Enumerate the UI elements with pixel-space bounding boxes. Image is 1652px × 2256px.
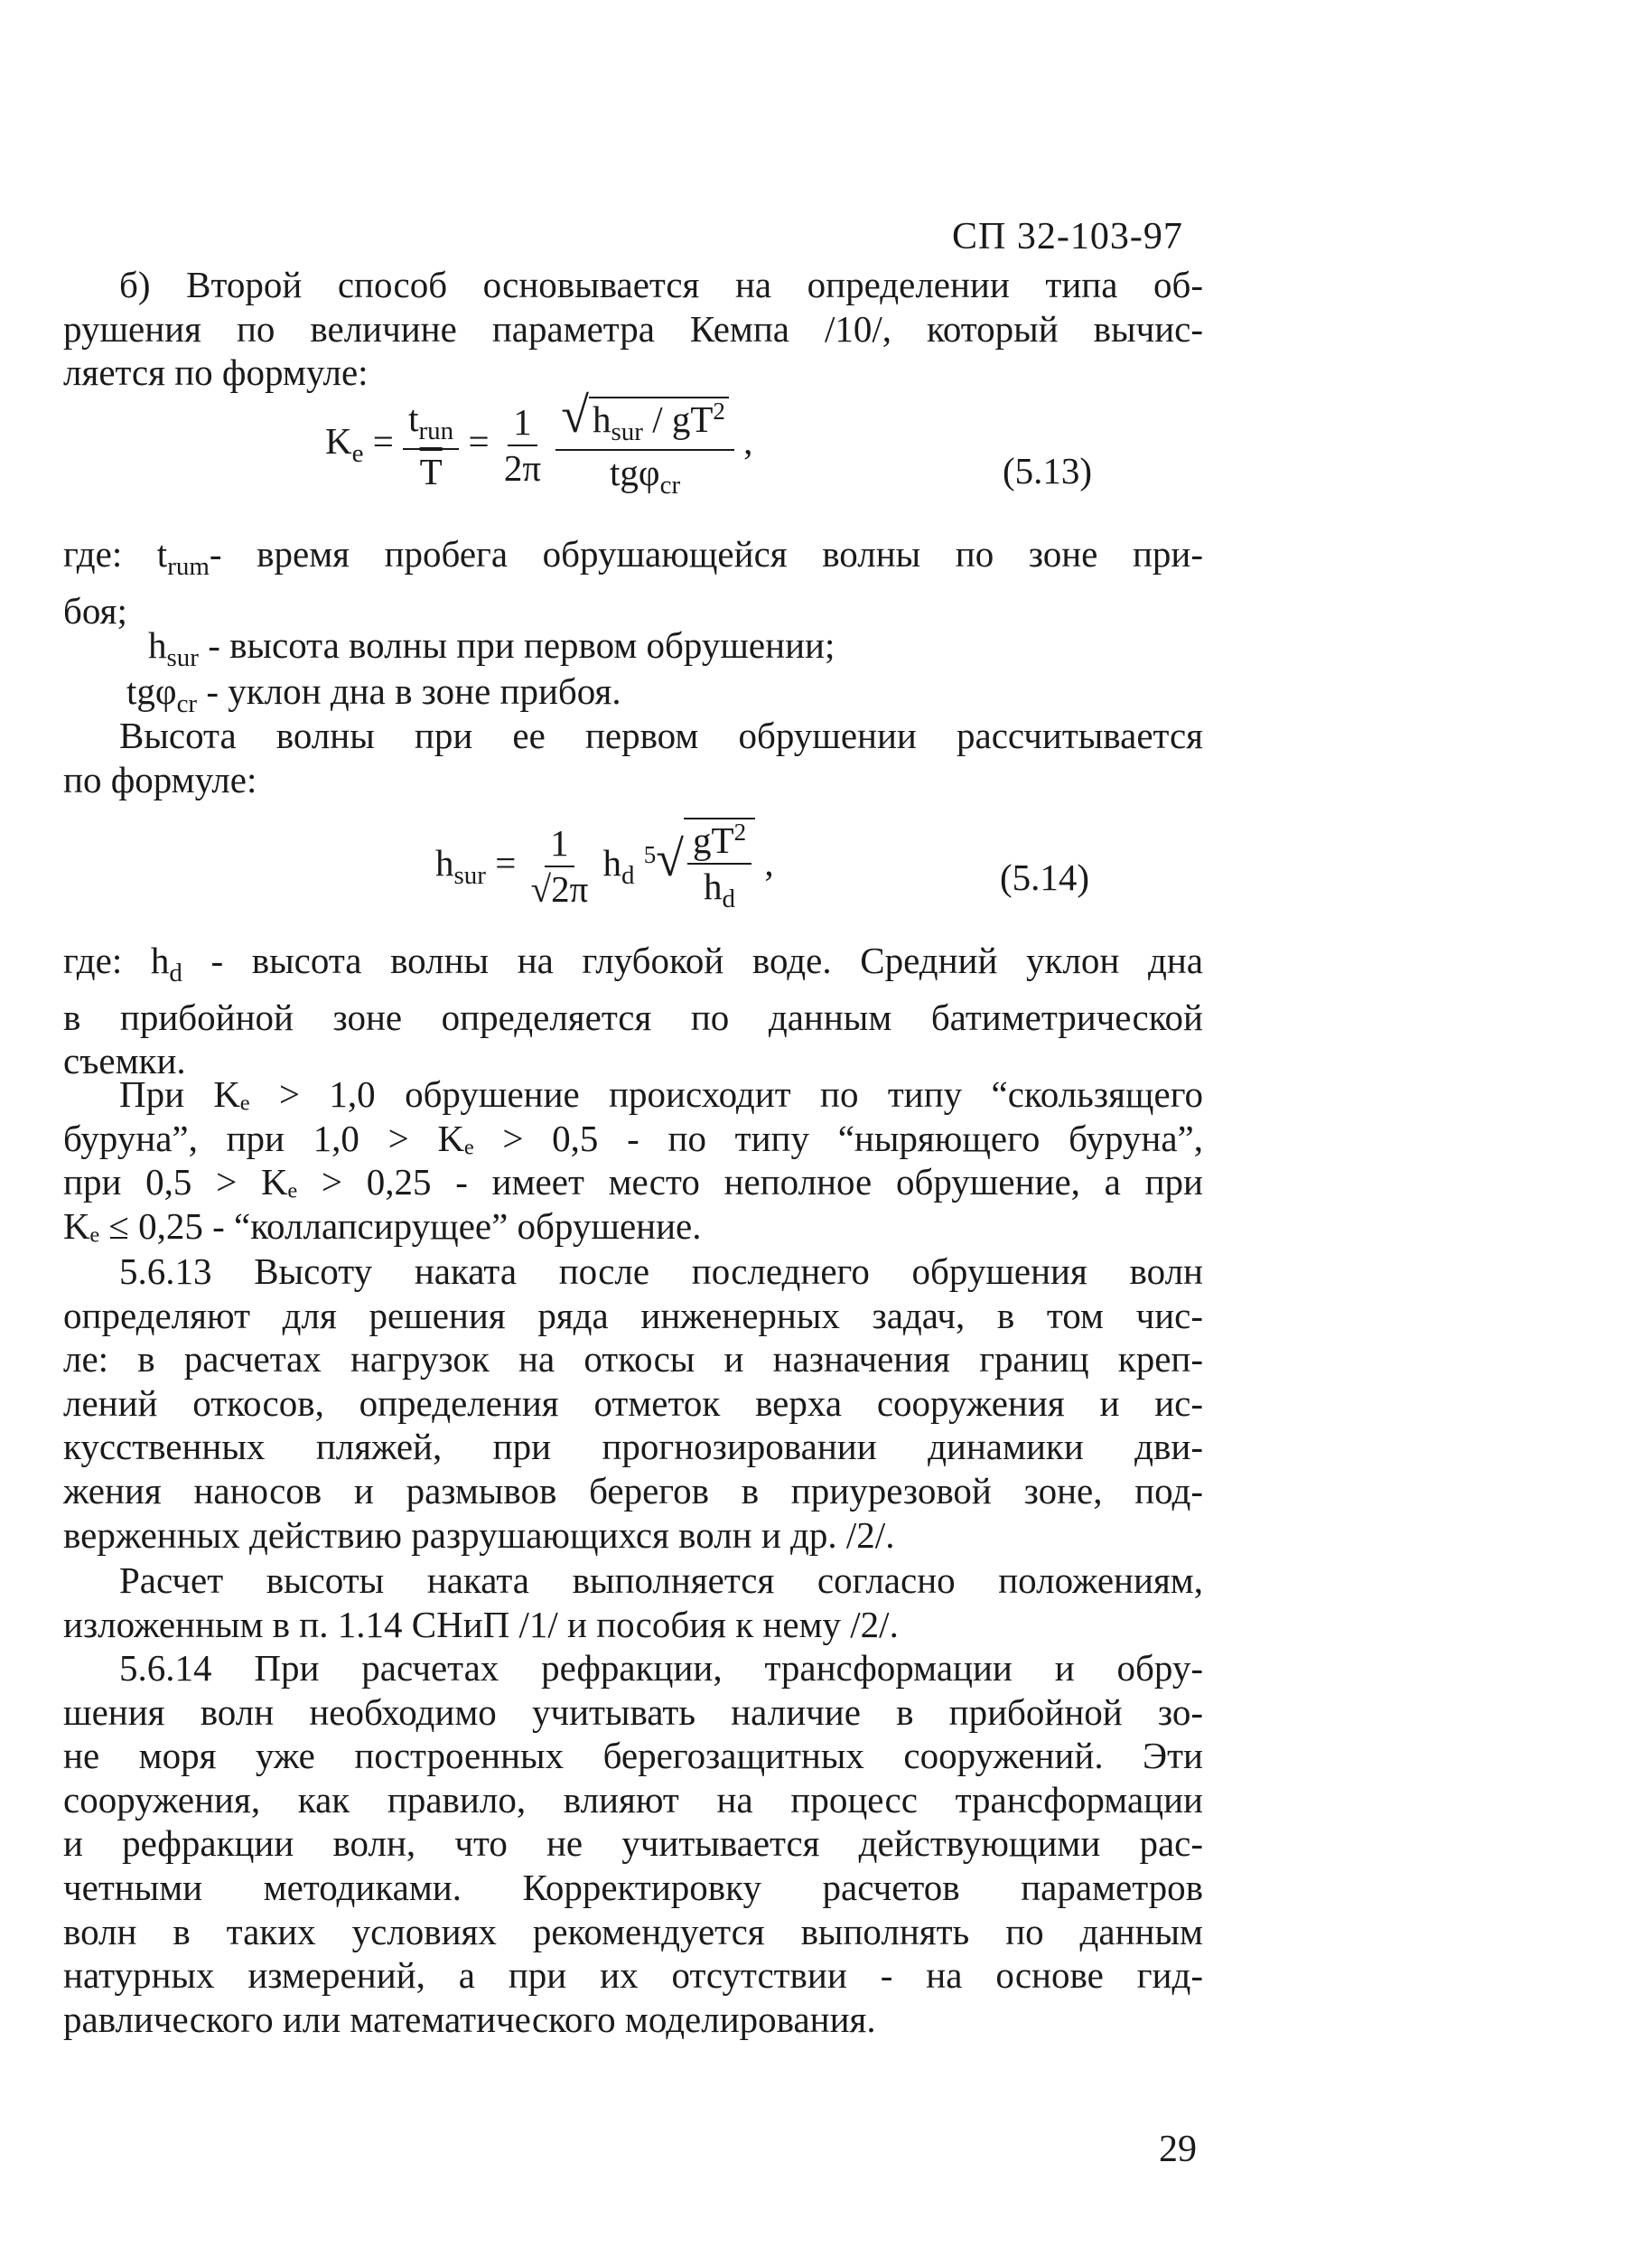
text-line: при 0,5 > Kₑ > 0,25 - имеет место неполное обрушение, а при (63, 1161, 1203, 1203)
formula-symbol: $K_e$ (325, 420, 364, 469)
text-line: При Kₑ > 1,0 обрушение происходит по типу “скользящего (119, 1073, 1203, 1115)
text-line: ле: в расчетах нагрузок на откосы и назначения границ креп- (63, 1338, 1203, 1381)
equals-sign: = (468, 420, 490, 463)
text-line: где: $t_{rum}-$ время пробега обрушающейся волны по зоне при- (63, 533, 1203, 581)
text-line: четными методиками. Корректировку расчетов параметров (63, 1866, 1203, 1908)
paragraph-5-6-13 (63, 1250, 1203, 1557)
text-line: и рефракции волн, что не учитывается действующими рас- (63, 1822, 1203, 1865)
paragraph-method-b (63, 263, 1203, 395)
formula-symbol: $h_{sur}$ (435, 841, 486, 890)
equals-sign: = (495, 841, 517, 884)
text-line: буруна”, при 1,0 > Kₑ > 0,5 - по типу “ныряющего буруна”, (63, 1117, 1203, 1159)
text-line: ляется по формуле: (63, 351, 369, 394)
page-number: 29 (1159, 2129, 1197, 2170)
text-line: 5.6.14 При расчетах рефракции, трансформации и обру- (119, 1647, 1203, 1689)
root-index: 5 (643, 840, 657, 868)
comma: , (764, 841, 774, 884)
formula-5-13 (325, 390, 752, 501)
fraction-trun-t: $\frac{t_{run}}{T}$ (403, 398, 459, 492)
text-line: верженных действию разрушающихся волн и др. /2/. (63, 1513, 895, 1556)
equation-number-5-14: (5.14) (1000, 857, 1090, 898)
text-line: tgφ$_{cr}$ - уклон дна в зоне прибоя. (126, 670, 621, 718)
radicand: $\frac{gT^2}{h_d}$ (684, 818, 755, 914)
text-line: сооружения, как правило, влияют на процесс трансформации (63, 1778, 1203, 1821)
text-line: Расчет высоты наката выполняется согласно положениям, (119, 1559, 1203, 1601)
text-line: равлического или математического моделирования. (63, 1998, 876, 2040)
equation-number-5-13: (5.13) (1003, 450, 1093, 491)
formula-5-14 (435, 818, 774, 914)
text-line: б) Второй способ основывается на определении типа об- (119, 264, 1203, 305)
paragraph-wave-height (63, 714, 1203, 801)
text-line: кусственных пляжей, при прогнозировании динамики дви- (63, 1426, 1203, 1468)
paragraph-where-hd (63, 939, 1203, 1083)
text-line: лений откосов, определения отметок верха сооружения и ис- (63, 1381, 1203, 1424)
text-line: Высота волны при ее первом обрушении рассчитывается (119, 715, 1203, 756)
text-line: изложенным в п. 1.14 СНиП /1/ и пособия к нему /2/. (63, 1603, 899, 1645)
paragraph-runup (63, 1559, 1203, 1646)
text-line: рушения по величине параметра Кемпа /10/, который вычис- (63, 307, 1203, 350)
text-line: натурных измерений, а при их отсутствии - на основе гид- (63, 1954, 1203, 1997)
paragraph-where-trun (63, 532, 1203, 632)
radical-sign: √ (656, 830, 685, 887)
equals-sign: = (372, 420, 394, 463)
paragraph-kemp-classification (63, 1072, 1203, 1248)
text-line: 5.6.13 Высоту наката после последнего обрушения волн (119, 1250, 1203, 1292)
fraction-one-sqrt-two-pi: $\frac{1}{√2\pi}$ (530, 822, 589, 911)
comma: , (743, 420, 753, 463)
text-line: по формуле: (63, 758, 257, 800)
text-line: Kₑ ≤ 0,25 - “коллапсирущее” обрушение. (63, 1204, 702, 1247)
text-line: съемки. (63, 1040, 186, 1082)
text-line: волн в таких условиях рекомендуется выполнять по данным (63, 1910, 1203, 1952)
text-line: жения наносов и размывов берегов в приурезовой зоне, под- (63, 1469, 1203, 1512)
paragraph-5-6-14 (63, 1646, 1203, 2041)
formula-symbol: $h_d$ (602, 841, 635, 890)
fraction-sqrt-over-tg: $\frac{√h_{sur} / gT^2}{tg\varphi_{cr}}$ (555, 390, 734, 501)
text-line: в прибойной зоне определяется по данным батиметрической (63, 996, 1203, 1038)
document-code-header: СП 32-103-97 (952, 216, 1183, 257)
text-line: $h_{sur}$ - высота волны при первом обрушении; (148, 624, 835, 672)
text-line: где: $h_d$ - высота волны на глубокой воде. Средний уклон дна (63, 940, 1203, 988)
fraction-one-two-pi: $\frac{1}{2\pi}$ (503, 400, 542, 489)
text-line: шения волн необходимо учитывать наличие в прибойной зо- (63, 1690, 1203, 1733)
text-line: не моря уже построенных берегозащитных сооружений. Эти (63, 1735, 1203, 1777)
text-line: боя; (63, 589, 127, 632)
text-line: определяют для решения ряда инженерных задач, в том чис- (63, 1294, 1203, 1336)
